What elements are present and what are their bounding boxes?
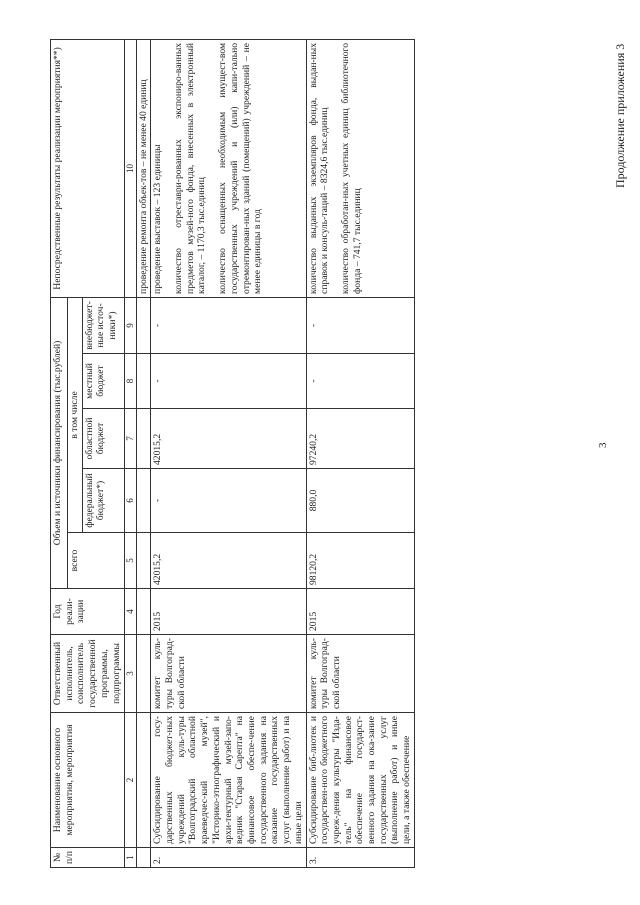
row-executor: комитет куль-туры Волгоград-ской области: [306, 635, 414, 713]
result-item: проведение ремонта объек-тов – не менее 40 единиц: [137, 79, 149, 294]
header-in-that: в том числе: [68, 297, 83, 532]
col-number: 1: [124, 848, 136, 868]
col-number: 7: [124, 409, 136, 469]
row-federal: -: [151, 469, 306, 533]
row-year: [136, 589, 151, 635]
header-extra: внебюджет-ные источ-ники*): [82, 297, 124, 353]
header-results: Непосредственные результаты реализации мероприятия**): [51, 39, 125, 297]
row-regional: 97240,2: [306, 409, 414, 469]
row-local: [136, 354, 151, 409]
col-number: 10: [124, 39, 136, 297]
column-numbers-row: [124, 39, 136, 867]
row-regional: [136, 409, 151, 469]
table-row: [136, 39, 151, 867]
row-total: [136, 533, 151, 589]
result-item: количество отреставри-рованных экспониро-ванных предметов музей-ного фонда, внесенных в электронный каталог, – 1170,3 тыс.единиц: [173, 42, 208, 294]
header-executor: Ответственный исполнитель, соисполнитель государственной программы, подпрограммы: [51, 635, 125, 713]
row-number: [136, 848, 151, 868]
header-local: местный бюджет: [82, 354, 124, 409]
row-local: -: [151, 354, 306, 409]
row-local: -: [306, 354, 414, 409]
header-year: Год реали-зации: [51, 589, 125, 635]
col-number: 8: [124, 354, 136, 409]
row-executor: [136, 635, 151, 713]
col-number: 2: [124, 713, 136, 848]
col-number: 4: [124, 589, 136, 635]
row-extra: -: [151, 297, 306, 353]
rotated-page-content: [50, 18, 640, 868]
row-number: 3.: [306, 848, 414, 868]
row-name: [136, 713, 151, 848]
continuation-title: Продолжение приложения 3: [613, 43, 627, 188]
row-total: 98120,2: [306, 533, 414, 589]
header-financing: Объем и источники финансирования (тыс.рублей): [51, 297, 68, 588]
row-results: [136, 39, 151, 297]
row-results: [151, 39, 306, 297]
col-number: 5: [124, 533, 136, 589]
header-number: № п/п: [51, 848, 125, 868]
row-regional: 42015,2: [151, 409, 306, 469]
result-item: проведение выставок – 123 единицы: [152, 144, 164, 294]
result-item: количество выданных экземпляров фонда, выдан-ных справок и консуль-таций – 8324,6 тыс.единиц: [307, 42, 331, 294]
row-year: 2015: [151, 589, 306, 635]
col-number: 9: [124, 297, 136, 353]
row-extra: [136, 297, 151, 353]
header-regional: областной бюджет: [82, 409, 124, 469]
table-row: [306, 39, 414, 867]
row-year: 2015: [306, 589, 414, 635]
row-number: 2.: [151, 848, 306, 868]
row-name: Субсидирование биб-лиотек и государствен-ного бюджетного учреж-дения культуры "Изда-тель" на финансовое обеспечение государст-венного задания на ока-зание государственных услуг (выполнение работ) и иные цели, а также обеспечение: [306, 713, 414, 848]
header-activity-name: Наименование основного мероприятия, мероприятия: [51, 713, 125, 848]
header-total: всего: [68, 533, 125, 589]
result-item: количество оснащенных необходимым имущест-вом государственных учреждений и (или) капи-тально отремонтирован-ных зданий (помещений) учреждений – не менее единицы в год: [217, 42, 264, 294]
row-total: 42015,2: [151, 533, 306, 589]
header-federal: федеральный бюджет*): [82, 469, 124, 533]
row-federal: [136, 469, 151, 533]
page-number: 3: [597, 442, 609, 448]
row-extra: -: [306, 297, 414, 353]
program-activities-table: [50, 39, 415, 868]
row-federal: 880,0: [306, 469, 414, 533]
row-name: Субсидирование госу-дарственных бюджет-ных учреждений куль-туры "Волгоградский областной краеведчес-кий музей", "Историко-этнографический и архи-тектурный музей-запо-ведник "Старая Сарепта" на финансовое обеспе-чение государственного задания на оказание государственных услуг (выполнение работ) и на иные цели: [151, 713, 306, 848]
row-results: [306, 39, 414, 297]
result-item: количество обработан-ных учетных единиц библиотечного фонда – 741,7 тыс.единиц: [339, 42, 363, 294]
row-executor: комитет куль-туры Волгоград-ской области: [151, 635, 306, 713]
col-number: 6: [124, 469, 136, 533]
col-number: 3: [124, 635, 136, 713]
table-row: [151, 39, 306, 867]
